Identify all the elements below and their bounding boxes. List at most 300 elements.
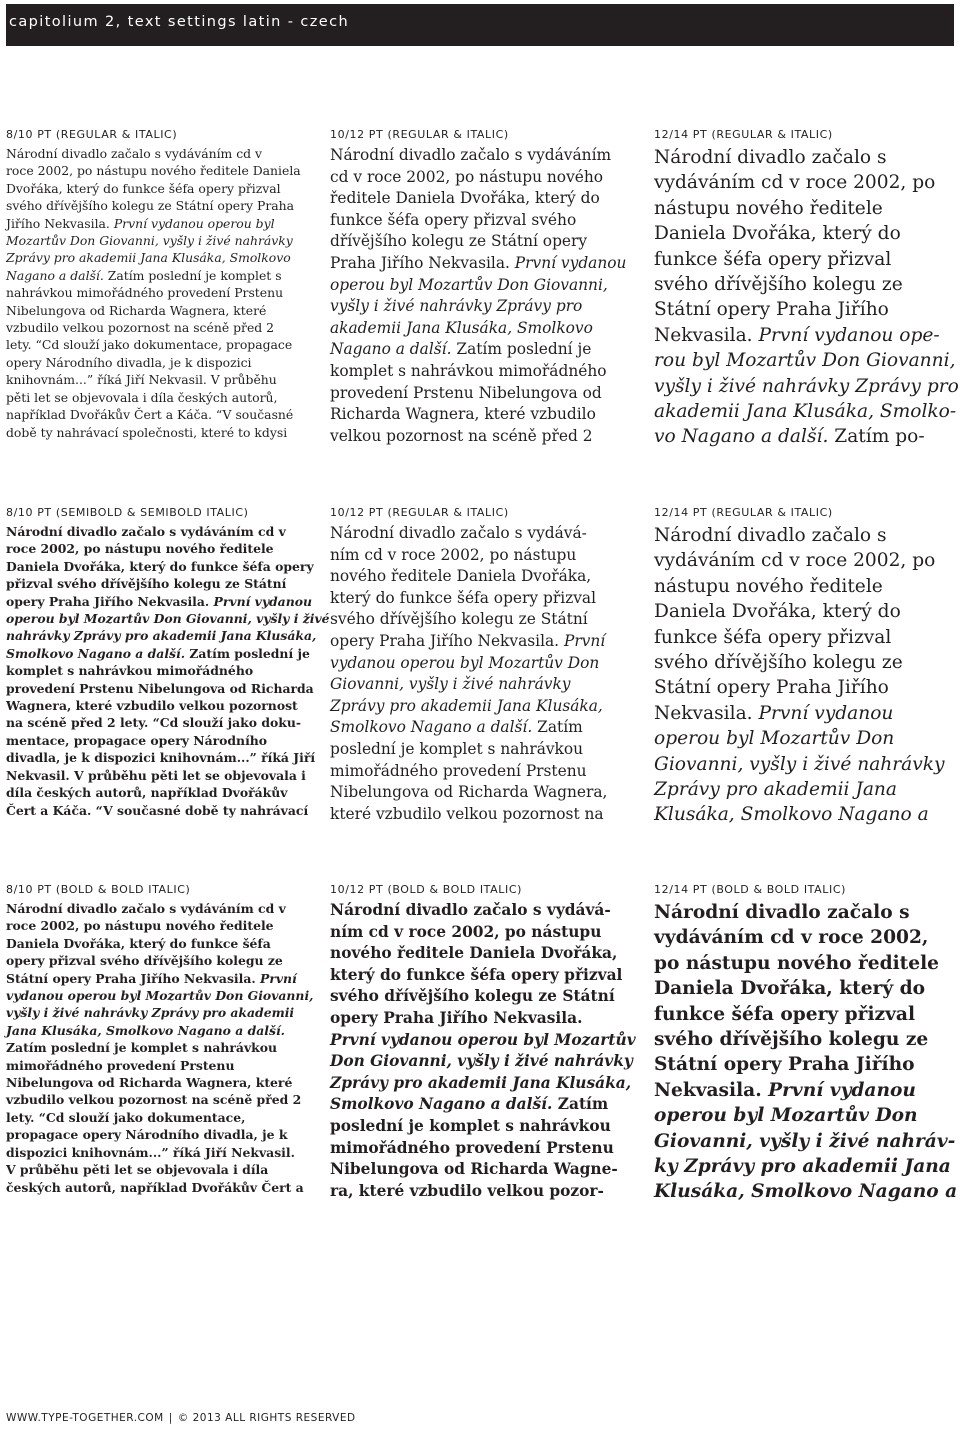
specimen-text bbox=[330, 145, 626, 447]
text-line bbox=[6, 197, 301, 214]
roman-run: vydáváním cd v roce 2002, bbox=[654, 927, 929, 949]
text-line bbox=[654, 272, 959, 297]
text-line bbox=[6, 917, 313, 934]
italic-run: První vydanou operou byl Mozartův bbox=[330, 1030, 636, 1049]
text-line bbox=[6, 645, 330, 662]
text-line bbox=[654, 1129, 957, 1154]
text-line bbox=[6, 371, 301, 388]
italic-run: První vydanou operou byl bbox=[113, 215, 275, 231]
roman-run: Národní divadlo začalo s vydává- bbox=[330, 524, 587, 542]
roman-run: svého dřívějšího kolegu ze Státní bbox=[330, 987, 615, 1006]
specimen-10-12-regular bbox=[330, 128, 626, 447]
roman-run: mentace, propagace opery Národního bbox=[6, 732, 268, 748]
italic-run: ky Zprávy pro akademii Jana bbox=[654, 1156, 951, 1178]
text-line bbox=[654, 523, 945, 548]
roman-run: Nekvasila. bbox=[654, 324, 759, 346]
text-line bbox=[6, 249, 301, 266]
roman-run: Státní opery Praha Jiřího Nekvasila. bbox=[6, 970, 260, 986]
italic-run: operou byl Mozartův Don bbox=[654, 1105, 918, 1127]
text-line bbox=[654, 424, 959, 449]
text-line bbox=[6, 540, 330, 557]
roman-run: pěti let se objevovala i díla českých autorů, bbox=[6, 389, 278, 405]
italic-run: vyšly i živé nahrávky Zprávy pro akademii bbox=[6, 1005, 295, 1021]
italic-run: Klusáka, Smolkovo Nagano a bbox=[654, 804, 929, 826]
text-line bbox=[330, 986, 636, 1008]
text-line bbox=[330, 545, 607, 567]
text-line bbox=[6, 732, 330, 749]
roman-run: Nekvasila. bbox=[654, 1079, 769, 1101]
roman-run: opery Národního divadla, je k dispozici bbox=[6, 354, 252, 370]
specimen-label: 12/14 PT (REGULAR & ITALIC) bbox=[654, 128, 833, 141]
roman-run: funkce šéfa opery přizval svého bbox=[330, 210, 577, 229]
roman-run: Zatím poslední je bbox=[189, 645, 310, 661]
text-line bbox=[654, 650, 945, 675]
roman-run: svého dřívějšího kolegu ze Státní opery Praha bbox=[6, 198, 294, 214]
italic-run: První bbox=[563, 631, 606, 650]
text-line bbox=[654, 348, 959, 373]
text-line bbox=[6, 802, 330, 819]
roman-run: svého dřívějšího kolegu ze bbox=[654, 1029, 929, 1051]
italic-run: Smolkovo Nagano a další. bbox=[330, 1095, 558, 1114]
roman-run: vzbudilo velkou pozornost na scéně před 2 bbox=[6, 320, 275, 336]
roman-run: ředitele Daniela Dvořáka, který do bbox=[330, 189, 600, 208]
text-line bbox=[330, 1159, 636, 1181]
roman-run: Státní opery Praha Jiřího bbox=[654, 299, 889, 321]
text-line bbox=[6, 767, 330, 784]
text-line bbox=[330, 383, 626, 405]
roman-run: Národní divadlo začalo s bbox=[654, 902, 910, 923]
text-line bbox=[330, 231, 626, 253]
text-line bbox=[6, 1022, 313, 1039]
specimen-12-14-regular-2 bbox=[654, 506, 945, 828]
roman-run: svého dřívějšího kolegu ze Státní bbox=[330, 610, 588, 629]
roman-run: Daniela Dvořáka, který do bbox=[654, 223, 901, 245]
text-line bbox=[330, 804, 607, 826]
text-line bbox=[330, 339, 626, 361]
italic-run: vydanou operou byl Mozartův Don Giovanni, bbox=[6, 988, 314, 1004]
italic-run: Nagano a další. bbox=[330, 340, 457, 359]
roman-run: přizval svého dřívějšího kolegu ze Státní bbox=[6, 576, 287, 592]
italic-run: operou byl Mozartův Don Giovanni, vyšly i živé bbox=[6, 611, 330, 627]
roman-run: lety. “Cd slouží jako dokumentace, bbox=[6, 1109, 246, 1125]
roman-run: nahrávkou mimořádného provedení Prstenu bbox=[6, 285, 284, 301]
italic-run: Klusáka, Smolkovo Nagano a bbox=[654, 1181, 958, 1203]
text-line bbox=[6, 1074, 313, 1091]
text-line bbox=[654, 802, 945, 827]
roman-run: po nástupu nového ředitele bbox=[654, 952, 939, 974]
text-line bbox=[654, 574, 945, 599]
italic-run: akademii Jana Klusáka, Smolkovo bbox=[330, 318, 593, 337]
roman-run: Daniela Dvořáka, který do bbox=[654, 978, 925, 1000]
italic-run: První vydanou bbox=[768, 1079, 916, 1101]
italic-run: Giovanni, vyšly i živé nahrávky bbox=[330, 675, 571, 694]
roman-run: roce 2002, po nástupu nového ředitele bbox=[6, 541, 274, 557]
roman-run: Zatím po- bbox=[834, 426, 925, 448]
text-line bbox=[6, 1126, 313, 1143]
text-line bbox=[654, 196, 959, 221]
roman-run: funkce šéfa opery přizval bbox=[654, 248, 892, 270]
text-line bbox=[654, 323, 959, 348]
text-line bbox=[6, 336, 301, 353]
footer bbox=[6, 1412, 356, 1424]
text-line bbox=[330, 404, 626, 426]
text-line bbox=[654, 1103, 957, 1128]
roman-run: Národní divadlo začalo s vydáváním bbox=[330, 146, 612, 164]
text-line bbox=[654, 145, 959, 170]
specimen-8-10-regular bbox=[6, 128, 301, 441]
text-line bbox=[330, 1138, 636, 1160]
text-line bbox=[654, 399, 959, 424]
text-line bbox=[330, 674, 607, 696]
italic-run: Zprávy pro akademii Jana bbox=[654, 779, 897, 801]
roman-run: provedení Prstenu Nibelungova od Richarda bbox=[6, 680, 314, 696]
italic-run: Nagano a další. bbox=[6, 267, 108, 283]
text-line bbox=[6, 354, 301, 371]
roman-run: mimořádného provedení Prstenu bbox=[6, 1057, 235, 1073]
roman-run: Wagnera, které vzbudilo velkou pozornost bbox=[6, 698, 298, 714]
text-line bbox=[6, 1004, 313, 1021]
italic-run: Jana Klusáka, Smolkovo Nagano a další. bbox=[6, 1022, 286, 1038]
text-line bbox=[330, 696, 607, 718]
text-line bbox=[654, 1052, 957, 1077]
text-line bbox=[654, 1027, 957, 1052]
roman-run: opery přizval svého dřívějšího kolegu ze bbox=[6, 953, 283, 969]
italic-run: Smolkovo Nagano a další. bbox=[6, 645, 190, 661]
text-line bbox=[6, 784, 330, 801]
roman-run: roce 2002, po nástupu nového ředitele Daniela bbox=[6, 163, 301, 179]
italic-run: vyšly i živé nahrávky Zprávy pro bbox=[654, 375, 959, 397]
text-line bbox=[330, 965, 636, 987]
specimen-label: 10/12 PT (REGULAR & ITALIC) bbox=[330, 506, 509, 519]
text-line bbox=[654, 726, 945, 751]
text-line bbox=[330, 653, 607, 675]
roman-run: ním cd v roce 2002, po nástupu bbox=[330, 922, 602, 941]
text-line bbox=[654, 701, 945, 726]
text-line bbox=[654, 925, 957, 950]
italic-run: Giovanni, vyšly i živé nahráv- bbox=[654, 1130, 956, 1152]
text-line bbox=[330, 1073, 636, 1095]
text-line bbox=[654, 625, 945, 650]
specimen-label: 8/10 PT (SEMIBOLD & SEMIBOLD ITALIC) bbox=[6, 506, 249, 519]
roman-run: poslední je komplet s nahrávkou bbox=[330, 739, 584, 758]
text-line bbox=[6, 215, 301, 232]
roman-run: který do funkce šéfa opery přizval bbox=[330, 965, 623, 984]
italic-run: Giovanni, vyšly i živé nahrávky bbox=[654, 753, 945, 775]
text-line bbox=[330, 426, 626, 448]
text-line bbox=[6, 284, 301, 301]
text-line bbox=[330, 1181, 636, 1203]
text-line bbox=[6, 162, 301, 179]
italic-run: operou byl Mozartův Don bbox=[654, 728, 895, 750]
italic-run: vo Nagano a další. bbox=[654, 426, 835, 448]
text-line bbox=[6, 900, 313, 917]
text-line bbox=[654, 247, 959, 272]
text-line bbox=[654, 675, 945, 700]
text-line bbox=[6, 319, 301, 336]
specimen-text bbox=[6, 523, 330, 819]
text-line bbox=[654, 1154, 957, 1179]
specimen-8-10-semibold bbox=[6, 506, 330, 819]
text-line bbox=[6, 749, 330, 766]
italic-run: První vydanou bbox=[758, 702, 894, 724]
italic-run: vydanou operou byl Mozartův Don bbox=[330, 653, 600, 672]
roman-run: Nekvasil. V průběhu pěti let se objevovala i bbox=[6, 767, 306, 783]
roman-run: Praha Jiřího Nekvasila. bbox=[330, 253, 515, 272]
specimen-10-12-regular-2 bbox=[330, 506, 607, 825]
roman-run: Národní divadlo začalo s vydáváním cd v bbox=[6, 146, 263, 161]
roman-run: Nibelungova od Richarda Wagnera, které bbox=[6, 1075, 293, 1091]
text-line bbox=[6, 593, 330, 610]
italic-run: První vydanou bbox=[213, 593, 312, 609]
text-line bbox=[654, 976, 957, 1001]
roman-run: provedení Prstenu Nibelungova od bbox=[330, 383, 602, 402]
roman-run: vzbudilo velkou pozornost na scéně před 2 bbox=[6, 1092, 302, 1108]
roman-run: Národní divadlo začalo s vydává- bbox=[330, 901, 611, 919]
text-line bbox=[6, 714, 330, 731]
text-line bbox=[330, 1051, 636, 1073]
text-line bbox=[330, 210, 626, 232]
italic-run: operou byl Mozartův Don Giovanni, bbox=[330, 275, 608, 294]
roman-run: Národní divadlo začalo s bbox=[654, 525, 887, 546]
text-line bbox=[6, 1057, 313, 1074]
text-line bbox=[330, 361, 626, 383]
text-line bbox=[654, 951, 957, 976]
roman-run: Státní opery Praha Jiřího bbox=[654, 677, 889, 699]
roman-run: Daniela Dvořáka, který do funkce šéfa bbox=[6, 935, 271, 951]
text-line bbox=[6, 1091, 313, 1108]
text-line bbox=[330, 761, 607, 783]
text-line bbox=[654, 752, 945, 777]
roman-run: době ty nahrávací společnosti, které to kdysi bbox=[6, 424, 288, 440]
text-line bbox=[654, 1078, 957, 1103]
specimen-label: 10/12 PT (BOLD & BOLD ITALIC) bbox=[330, 883, 523, 896]
roman-run: mimořádného provedení Prstenu bbox=[330, 1138, 614, 1157]
text-line bbox=[6, 627, 330, 644]
roman-run: díla českých autorů, například Dvořákův bbox=[6, 785, 288, 801]
text-line bbox=[654, 599, 945, 624]
roman-run: na scéně před 2 lety. “Cd slouží jako doku- bbox=[6, 715, 301, 731]
text-line bbox=[654, 777, 945, 802]
roman-run: lety. “Cd slouží jako dokumentace, propagace bbox=[6, 337, 293, 353]
italic-run: Mozartův Don Giovanni, vyšly i živé nahrávky bbox=[6, 233, 293, 249]
roman-run: ra, které vzbudilo velkou pozor- bbox=[330, 1181, 604, 1200]
roman-run: nástupu nového ředitele bbox=[654, 575, 883, 597]
roman-run: knihovnám...” říká Jiří Nekvasil. V průběhu bbox=[6, 372, 277, 388]
specimen-text bbox=[654, 900, 957, 1205]
text-line bbox=[6, 180, 301, 197]
text-line bbox=[6, 302, 301, 319]
roman-run: ním cd v roce 2002, po nástupu bbox=[330, 545, 577, 564]
roman-run: propagace opery Národního divadla, je k bbox=[6, 1127, 288, 1143]
roman-run: Národní divadlo začalo s vydáváním cd v bbox=[6, 901, 286, 916]
specimen-label: 8/10 PT (BOLD & BOLD ITALIC) bbox=[6, 883, 191, 896]
roman-run: Nibelungova od Richarda Wagnera, které bbox=[6, 302, 267, 318]
roman-run: Zatím poslední je komplet s nahrávkou bbox=[6, 1040, 277, 1056]
text-line bbox=[6, 1144, 313, 1161]
text-line bbox=[330, 739, 607, 761]
roman-run: který do funkce šéfa opery přizval bbox=[330, 588, 597, 607]
roman-run: Richarda Wagnera, které vzbudilo bbox=[330, 405, 596, 424]
text-line bbox=[6, 389, 301, 406]
text-line bbox=[654, 170, 959, 195]
text-line bbox=[330, 318, 626, 340]
roman-run: které vzbudilo velkou pozornost na bbox=[330, 804, 604, 823]
text-line bbox=[330, 631, 607, 653]
specimen-label: 12/14 PT (REGULAR & ITALIC) bbox=[654, 506, 833, 519]
roman-run: roce 2002, po nástupu nového ředitele bbox=[6, 918, 274, 934]
italic-run: Zprávy pro akademii Jana Klusáka, bbox=[330, 1073, 632, 1092]
text-line bbox=[330, 1116, 636, 1138]
roman-run: cd v roce 2002, po nástupu nového bbox=[330, 167, 604, 186]
specimen-text bbox=[6, 145, 301, 441]
text-line bbox=[6, 1039, 313, 1056]
italic-run: První bbox=[260, 970, 297, 986]
roman-run: mimořádného provedení Prstenu bbox=[330, 761, 587, 780]
text-line bbox=[6, 575, 330, 592]
roman-run: Zatím bbox=[537, 718, 583, 737]
text-line bbox=[330, 566, 607, 588]
roman-run: opery Praha Jiřího Nekvasila. bbox=[330, 631, 564, 650]
italic-run: Don Giovanni, vyšly i živé nahrávky bbox=[330, 1052, 633, 1071]
text-line bbox=[330, 943, 636, 965]
page-header bbox=[6, 4, 954, 46]
roman-run: Zatím poslední je komplet s bbox=[107, 267, 282, 283]
italic-run: První vydanou ope- bbox=[758, 324, 940, 346]
text-line bbox=[330, 523, 607, 545]
roman-run: vydáváním cd v roce 2002, po bbox=[654, 550, 936, 572]
page-title: capitolium 2, text settings latin - czech bbox=[9, 14, 350, 30]
roman-run: nástupu nového ředitele bbox=[654, 197, 883, 219]
text-line bbox=[330, 717, 607, 739]
specimen-text bbox=[330, 523, 607, 825]
roman-run: Čert a Káča. “V současné době ty nahrávací bbox=[6, 802, 309, 818]
text-line bbox=[6, 987, 313, 1004]
roman-run: Jiřího Nekvasila. bbox=[6, 215, 114, 231]
roman-run: poslední je komplet s nahrávkou bbox=[330, 1116, 611, 1135]
roman-run: funkce šéfa opery přizval bbox=[654, 1003, 916, 1025]
text-line bbox=[6, 1161, 313, 1178]
roman-run: opery Praha Jiřího Nekvasila. bbox=[330, 1008, 583, 1027]
text-line bbox=[654, 1002, 957, 1027]
roman-run: Státní opery Praha Jiřího bbox=[654, 1054, 915, 1076]
roman-run: Dvořáka, který do funkce šéfa opery přizval bbox=[6, 180, 281, 196]
text-line bbox=[330, 253, 626, 275]
text-line bbox=[330, 900, 636, 922]
text-line bbox=[330, 1030, 636, 1052]
roman-run: Zatím poslední je bbox=[456, 340, 592, 359]
text-line bbox=[6, 267, 301, 284]
text-line bbox=[330, 167, 626, 189]
roman-run: Nekvasila. bbox=[654, 702, 759, 724]
roman-run: Zatím bbox=[557, 1095, 609, 1114]
italic-run: Zprávy pro akademii Jana Klusáka, Smolkovo bbox=[6, 250, 291, 266]
italic-run: nahrávky Zprávy pro akademii Jana Klusáka, bbox=[6, 628, 317, 644]
roman-run: Národní divadlo začalo s bbox=[654, 147, 887, 168]
website-link[interactable]: WWW.TYPE-TOGETHER.COM bbox=[6, 1412, 164, 1424]
copyright-notice: © 2013 ALL RIGHTS RESERVED bbox=[177, 1412, 356, 1424]
specimen-10-12-bold bbox=[330, 883, 636, 1202]
roman-run: nového ředitele Daniela Dvořáka, bbox=[330, 567, 592, 586]
roman-run: například Dvořákův Čert a Káča. “V současné bbox=[6, 407, 294, 423]
text-line bbox=[330, 588, 607, 610]
roman-run: dřívějšího kolegu ze Státní opery bbox=[330, 232, 588, 251]
text-line bbox=[654, 548, 945, 573]
text-line bbox=[654, 221, 959, 246]
italic-run: Smolkovo Nagano a další. bbox=[330, 718, 538, 737]
specimen-text bbox=[6, 900, 313, 1196]
footer-separator: | bbox=[168, 1412, 173, 1424]
text-line bbox=[330, 275, 626, 297]
specimen-text bbox=[330, 900, 636, 1202]
text-line bbox=[330, 296, 626, 318]
roman-run: českých autorů, například Dvořákův Čert a bbox=[6, 1179, 304, 1195]
roman-run: divadla, je k dispozici knihovnám...” říká Jiří bbox=[6, 750, 316, 766]
specimen-label: 8/10 PT (REGULAR & ITALIC) bbox=[6, 128, 178, 141]
roman-run: Daniela Dvořáka, který do funkce šéfa opery bbox=[6, 558, 314, 574]
roman-run: V průběhu pěti let se objevovala i díla bbox=[6, 1162, 269, 1178]
roman-run: funkce šéfa opery přizval bbox=[654, 626, 892, 648]
text-line bbox=[330, 145, 626, 167]
text-line bbox=[6, 952, 313, 969]
roman-run: Nibelungova od Richarda Wagnera, bbox=[330, 783, 608, 802]
text-line bbox=[654, 900, 957, 925]
roman-run: svého dřívějšího kolegu ze bbox=[654, 652, 903, 674]
text-line bbox=[6, 610, 330, 627]
text-line bbox=[6, 424, 301, 441]
text-line bbox=[6, 970, 313, 987]
italic-run: rou byl Mozartův Don Giovanni, bbox=[654, 350, 956, 372]
roman-run: Daniela Dvořáka, který do bbox=[654, 601, 901, 623]
specimen-12-14-bold bbox=[654, 883, 957, 1205]
italic-run: akademii Jana Klusáka, Smolko- bbox=[654, 401, 957, 423]
specimen-8-10-bold bbox=[6, 883, 313, 1196]
roman-run: Nibelungova od Richarda Wagne- bbox=[330, 1160, 618, 1179]
text-line bbox=[6, 406, 301, 423]
text-line bbox=[654, 1179, 957, 1204]
text-line bbox=[6, 935, 313, 952]
text-line bbox=[6, 1109, 313, 1126]
text-line bbox=[330, 609, 607, 631]
specimen-text bbox=[654, 145, 959, 450]
specimen-12-14-regular bbox=[654, 128, 959, 450]
specimen-label: 10/12 PT (REGULAR & ITALIC) bbox=[330, 128, 509, 141]
text-line bbox=[654, 297, 959, 322]
roman-run: nového ředitele Daniela Dvořáka, bbox=[330, 944, 618, 963]
text-line bbox=[6, 558, 330, 575]
specimen-text bbox=[654, 523, 945, 828]
specimen-label: 12/14 PT (BOLD & BOLD ITALIC) bbox=[654, 883, 847, 896]
roman-run: vydáváním cd v roce 2002, po bbox=[654, 172, 936, 194]
text-line bbox=[330, 782, 607, 804]
roman-run: velkou pozornost na scéně před 2 bbox=[330, 426, 593, 445]
text-line bbox=[6, 523, 330, 540]
text-line bbox=[6, 232, 301, 249]
roman-run: komplet s nahrávkou mimořádného bbox=[6, 663, 254, 679]
text-line bbox=[330, 922, 636, 944]
text-line bbox=[330, 1008, 636, 1030]
roman-run: dispozici knihovnám...” říká Jiří Nekvasil. bbox=[6, 1144, 295, 1160]
text-line bbox=[6, 680, 330, 697]
roman-run: opery Praha Jiřího Nekvasila. bbox=[6, 593, 214, 609]
text-line bbox=[6, 697, 330, 714]
text-line bbox=[654, 374, 959, 399]
text-line bbox=[330, 188, 626, 210]
roman-run: Národní divadlo začalo s vydáváním cd v bbox=[6, 524, 286, 539]
italic-run: vyšly i živé nahrávky Zprávy pro bbox=[330, 297, 583, 316]
text-line bbox=[6, 662, 330, 679]
roman-run: svého dřívějšího kolegu ze bbox=[654, 274, 903, 296]
text-line bbox=[6, 145, 301, 162]
